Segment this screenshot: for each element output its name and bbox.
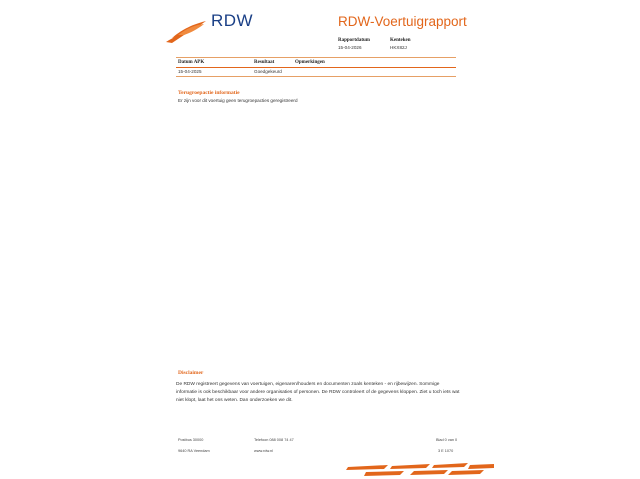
table-cell-result: Goedgekeurd xyxy=(254,69,282,74)
col-header-result: Resultaat xyxy=(254,60,275,65)
report-date-value: 15-04-2026 xyxy=(338,45,362,50)
table-bottom-rule xyxy=(176,76,456,77)
license-plate-label: Kenteken xyxy=(390,38,411,43)
table-header-rule xyxy=(176,67,456,68)
disclaimer-title: Disclaimer xyxy=(178,370,204,376)
recall-text: Er zijn voor dit voertuig geen terugroepacties geregistreerd xyxy=(178,98,298,103)
license-plate-value: HKX82J xyxy=(390,45,407,50)
rdw-bird-logo-icon xyxy=(164,18,210,44)
footer-page-number: Blad 0 van 0 xyxy=(436,438,458,442)
disclaimer-text: De RDW registreert gegevens van voertuigen, eigenaren/houders en documenten zoals kenteken - en rijbewijzen. Sommige informatie is ook beschikbaar voor andere organisaties of personen. De RDW controleert of de gegevens kloppen. Ziet u toch iets wat niet klopt, laat het ons weten. Dan onderzoeken we dit. xyxy=(176,382,460,403)
page-title: RDW-Voertuigrapport xyxy=(338,14,467,29)
footer-city: 9640 RA Veendam xyxy=(178,449,210,453)
col-header-remarks: Opmerkingen xyxy=(295,60,325,65)
brand-wordmark: RDW xyxy=(211,11,254,30)
report-date-label: Rapportdatum xyxy=(338,38,370,43)
table-top-rule xyxy=(176,57,456,58)
recall-title: Terugroepactie informatie xyxy=(178,90,240,96)
footer-web[interactable]: www.rdw.nl xyxy=(254,449,273,453)
footer-phone: Telefoon 088 008 74 47 xyxy=(254,438,294,442)
footer-code: 3 E 1070 xyxy=(438,449,454,453)
decorative-stripes-icon xyxy=(344,463,494,479)
table-cell-date: 15-04-2025 xyxy=(178,69,202,74)
footer-postbus: Postbus 30000 xyxy=(178,438,204,442)
col-header-date: Datum APK xyxy=(178,60,205,65)
